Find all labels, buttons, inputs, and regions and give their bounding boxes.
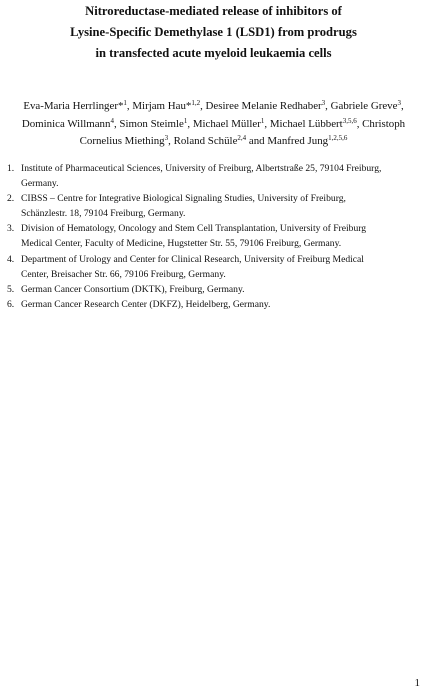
affiliation-line: German Cancer Research Center (DKFZ), Heidelberg, Germany. [21, 298, 271, 310]
affiliation-number: 1. [7, 163, 15, 174]
author-separator: , [168, 135, 174, 148]
affiliation-text [21, 161, 423, 191]
affiliation-text [21, 191, 423, 221]
paper-title [0, 1, 427, 64]
author-separator: , [264, 117, 270, 130]
author-affiliation-marker: 4 [110, 116, 114, 125]
affiliation-item [7, 252, 423, 282]
author-affiliation-marker: 3 [164, 134, 169, 143]
affiliation-line: Germany. [21, 178, 59, 190]
author-name: Simon Steimle [119, 117, 184, 130]
affiliation-number: 3. [7, 223, 15, 235]
affiliation-list [7, 161, 423, 312]
author-line [0, 116, 427, 134]
affiliation-line: German Cancer Consortium (DKTK), Freiburg, Germany. [21, 283, 245, 295]
title-line: Nitroreductase-mediated release of inhibitors of [85, 4, 342, 18]
title-line: in transfected acute myeloid leukaemia cells [95, 46, 332, 60]
author-name: Mirjam Hau* [132, 100, 192, 112]
author-separator: , [400, 100, 404, 112]
author-affiliation-marker: 3,5,6 [342, 116, 357, 125]
author-name: Dominica Willmann [21, 117, 111, 130]
affiliation-number: 6. [7, 298, 15, 310]
author-list [0, 98, 427, 151]
affiliation-number: 5. [7, 283, 15, 295]
author-separator: , [187, 117, 193, 130]
affiliation-number: 4. [7, 253, 15, 265]
affiliation-number: 2. [7, 193, 15, 205]
author-separator: , [200, 100, 206, 112]
affiliation-item [7, 191, 423, 221]
affiliation-line: Division of Hematology, Oncology and Stem Cell Transplantation, University of Freiburg [21, 223, 367, 235]
affiliation-item [7, 297, 423, 312]
author-affiliation-marker: 1 [123, 99, 127, 107]
author-name: Eva-Maria Herrlinger* [23, 100, 124, 112]
author-name: Manfred Jung [267, 135, 329, 148]
affiliation-line: Medical Center, Faculty of Medicine, Hugstetter Str. 55, 79106 Freiburg, Germany. [21, 238, 342, 250]
title-line: Lysine-Specific Demethylase 1 (LSD1) from prodrugs [70, 25, 357, 39]
affiliation-line: Schänzlestr. 18, 79104 Freiburg, Germany. [21, 208, 186, 220]
affiliation-item [7, 221, 423, 251]
author-line [0, 133, 427, 151]
affiliation-line: Institute of Pharmaceutical Sciences, University of Freiburg, Albertstraße 25, 79104 Freiburg, [21, 163, 382, 174]
author-affiliation-marker: 1,2,5,6 [328, 134, 348, 143]
author-name: Gabriele Greve [330, 100, 398, 112]
author-line [0, 98, 427, 116]
author-separator: , [113, 117, 120, 130]
author-affiliation-marker: 2,4 [237, 134, 247, 143]
author-name: Roland Schüle [173, 135, 238, 148]
affiliation-line: CIBSS – Centre for Integrative Biological Signaling Studies, University of Freiburg, [21, 193, 346, 205]
author-name: Christoph [362, 117, 406, 130]
affiliation-text [21, 252, 423, 282]
affiliation-item [7, 161, 423, 191]
author-name: Michael Lübbert [269, 117, 343, 130]
author-name: Michael Müller [192, 117, 261, 130]
author-affiliation-marker: 1 [260, 116, 265, 125]
author-separator: and [246, 135, 268, 148]
author-affiliation-marker: 3 [397, 99, 401, 107]
author-separator: , [325, 100, 331, 112]
author-affiliation-marker: 1 [183, 116, 188, 125]
author-name: Desiree Melanie Redhaber [205, 100, 322, 112]
author-separator: , [356, 117, 363, 130]
affiliation-text [21, 282, 423, 297]
affiliation-item [7, 282, 423, 297]
page-number: 1 [414, 677, 420, 689]
affiliation-text [21, 221, 423, 251]
author-affiliation-marker: 1,2 [191, 99, 201, 107]
affiliation-line: Center, Breisacher Str. 66, 79106 Freiburg, Germany. [21, 268, 226, 280]
affiliation-line: Department of Urology and Center for Clinical Research, University of Freiburg Medical [21, 253, 364, 265]
author-affiliation-marker: 3 [321, 99, 326, 107]
author-separator: , [126, 100, 133, 112]
affiliation-text [21, 297, 423, 312]
author-name: Cornelius Miething [79, 135, 165, 148]
